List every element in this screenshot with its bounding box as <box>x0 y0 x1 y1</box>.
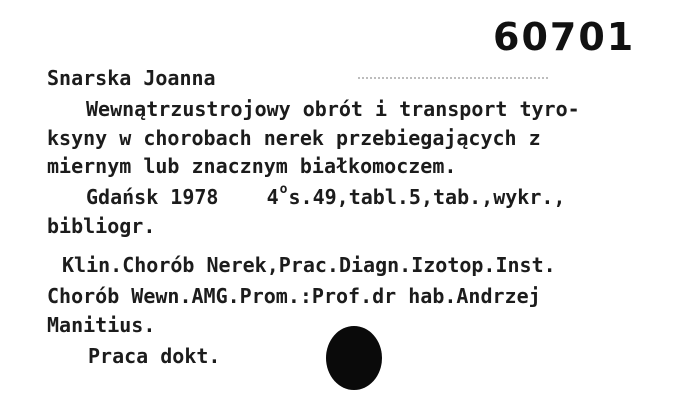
format-number: 4 <box>266 185 279 209</box>
institution-line-1: Klin.Chorób Nerek,Prac.Diagn.Izotop.Inst. <box>62 253 556 277</box>
imprint-place-year: Gdańsk 1978 <box>86 185 219 209</box>
thesis-note: Praca dokt. <box>88 344 221 368</box>
dotted-rule <box>358 77 548 79</box>
title-line-1: Wewnątrzustrojowy obrót i transport tyro- <box>86 97 580 121</box>
catalog-number: 60701 <box>493 15 636 59</box>
imprint-continuation: bibliogr. <box>47 214 156 238</box>
author-name: Snarska Joanna <box>47 66 216 90</box>
punch-hole <box>326 326 382 390</box>
title-line-3: miernym lub znacznym białkomoczem. <box>47 154 457 178</box>
institution-line-2: Chorób Wewn.AMG.Prom.:Prof.dr hab.Andrzej <box>47 284 541 308</box>
institution-line-3: Manitius. <box>47 313 156 337</box>
format-degree: o <box>279 182 288 197</box>
title-line-2: ksyny w chorobach nerek przebiegających z <box>47 126 541 150</box>
imprint-line <box>86 182 566 209</box>
physical-description: s.49,tabl.5,tab.,wykr., <box>288 185 566 209</box>
